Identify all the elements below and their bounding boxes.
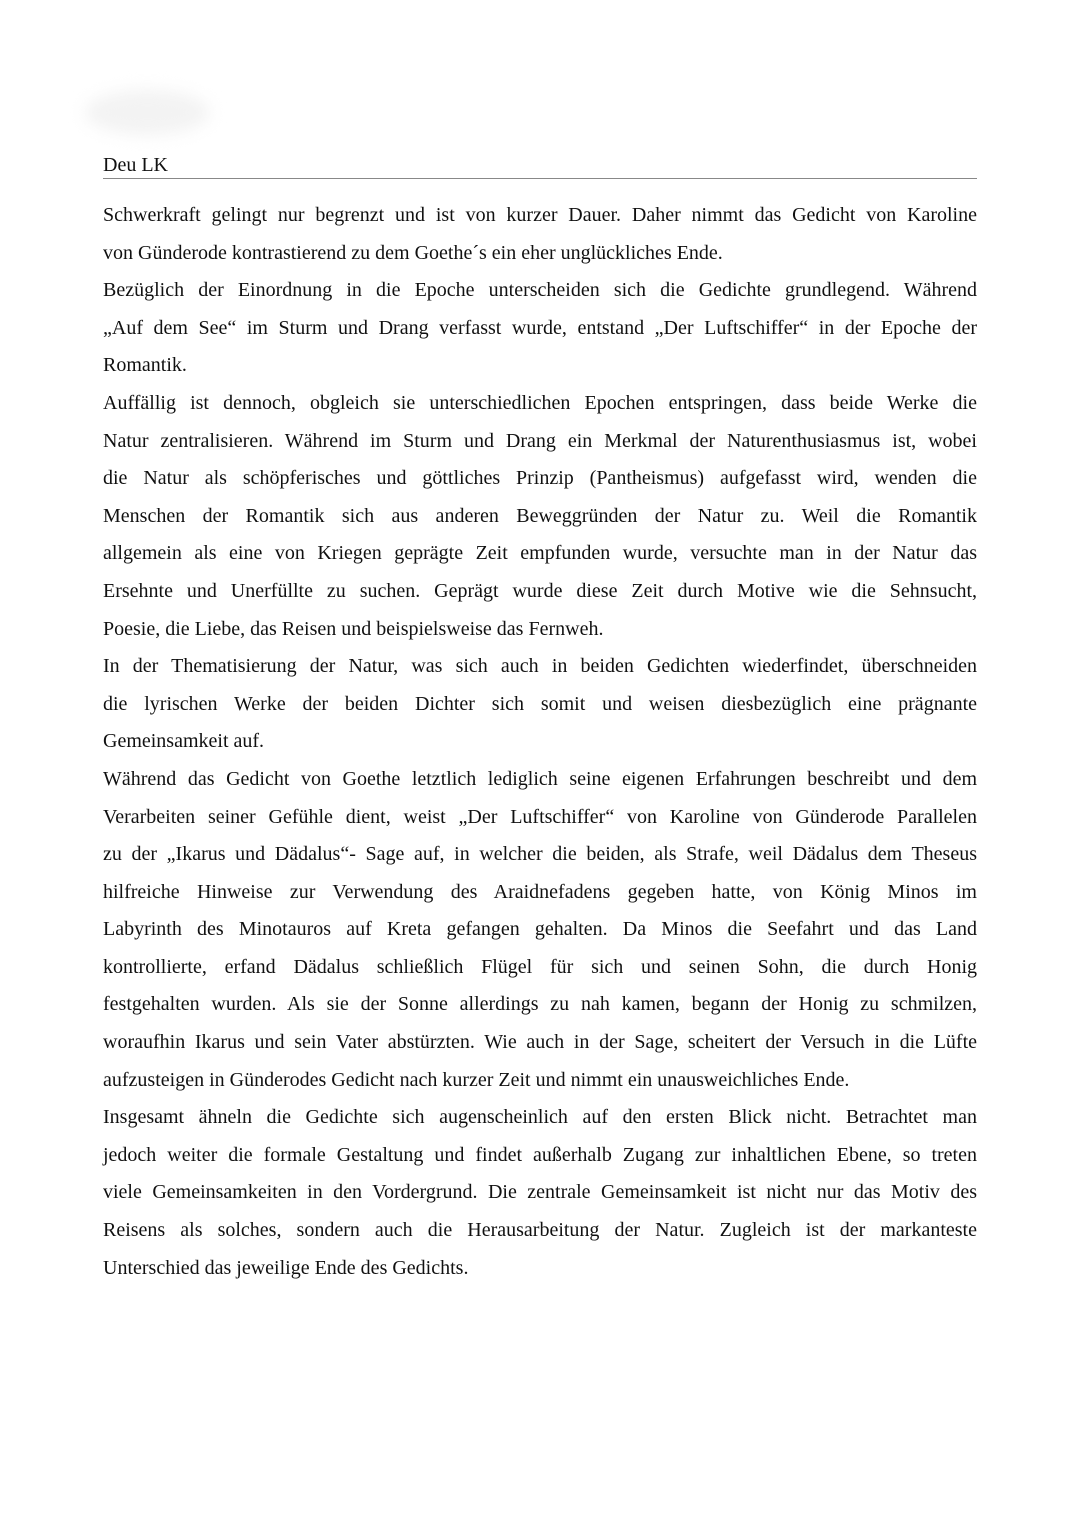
paragraph (103, 272, 977, 385)
text-line: kontrollierte, erfand Dädalus schließlich Flügel für sich und seinen Sohn, die durch Honig (103, 955, 977, 978)
text-line: hilfreiche Hinweise zur Verwendung des Araidnefadens gegeben hatte, von König Minos im (103, 880, 977, 903)
text-line: „Auf dem See“ im Sturm und Drang verfasst wurde, entstand „Der Luftschiffer“ in der Epoche der (103, 316, 977, 339)
paragraph (103, 648, 977, 761)
text-line: Auffällig ist dennoch, obgleich sie unterschiedlichen Epochen entspringen, dass beide Werke die (103, 391, 977, 414)
text-line: festgehalten wurden. Als sie der Sonne allerdings zu nah kamen, begann der Honig zu schmilzen, (103, 993, 977, 1016)
text-line: Verarbeiten seiner Gefühle dient, weist „Der Luftschiffer“ von Karoline von Günderode Parallelen (103, 805, 977, 828)
document-body (103, 197, 977, 1287)
header-title: Deu LK (103, 154, 168, 176)
paragraph (103, 385, 977, 648)
text-line: die lyrischen Werke der beiden Dichter sich somit und weisen diesbezüglich eine prägnante (103, 692, 977, 715)
text-line: Romantik. (103, 354, 187, 377)
text-line: allgemein als eine von Kriegen geprägte Zeit empfunden wurde, versuchte man in der Natur das (103, 542, 977, 565)
text-line: zu der „Ikarus und Dädalus“- Sage auf, in welcher die beiden, als Strafe, weil Dädalus dem Theseus (103, 843, 977, 866)
text-line: Unterschied das jeweilige Ende des Gedichts. (103, 1256, 469, 1279)
text-line: Menschen der Romantik sich aus anderen Beweggründen der Natur zu. Weil die Romantik (103, 504, 977, 527)
text-line: Reisens als solches, sondern auch die Herausarbeitung der Natur. Zugleich ist der markanteste (103, 1219, 977, 1242)
scan-smudge (85, 90, 210, 135)
text-line: viele Gemeinsamkeiten in den Vordergrund. Die zentrale Gemeinsamkeit ist nicht nur das Motiv des (103, 1181, 977, 1204)
text-line: Labyrinth des Minotauros auf Kreta gefangen gehalten. Da Minos die Seefahrt und das Land (103, 918, 977, 941)
text-line: woraufhin Ikarus und sein Vater abstürzten. Wie auch in der Sage, scheitert der Versuch in die Lüfte (103, 1031, 977, 1054)
text-line: Insgesamt ähneln die Gedichte sich augenscheinlich auf den ersten Blick nicht. Betrachtet man (103, 1106, 977, 1129)
text-line: Natur zentralisieren. Während im Sturm und Drang ein Merkmal der Naturenthusiasmus ist, wobei (103, 429, 977, 452)
text-line: In der Thematisierung der Natur, was sich auch in beiden Gedichten wiederfindet, überschneiden (103, 655, 977, 678)
page-header (103, 152, 977, 179)
text-line: Poesie, die Liebe, das Reisen und beispielsweise das Fernweh. (103, 617, 604, 640)
text-line: Gemeinsamkeit auf. (103, 730, 265, 753)
text-line: jedoch weiter die formale Gestaltung und findet außerhalb Zugang zur inhaltlichen Ebene, so treten (103, 1143, 977, 1166)
text-line: die Natur als schöpferisches und göttliches Prinzip (Pantheismus) aufgefasst wird, wenden die (103, 467, 977, 490)
paragraph (103, 1099, 977, 1287)
text-line: von Günderode kontrastierend zu dem Goethe´s ein eher unglückliches Ende. (103, 241, 723, 264)
text-line: aufzusteigen in Günderodes Gedicht nach kurzer Zeit und nimmt ein unausweichliches Ende. (103, 1068, 850, 1091)
paragraph (103, 197, 977, 272)
text-line: Bezüglich der Einordnung in die Epoche unterscheiden sich die Gedichte grundlegend. Während (103, 279, 977, 302)
text-line: Schwerkraft gelingt nur begrenzt und ist von kurzer Dauer. Daher nimmt das Gedicht von Karoline (103, 204, 977, 226)
text-line: Ersehnte und Unerfüllte zu suchen. Geprägt wurde diese Zeit durch Motive wie die Sehnsucht, (103, 579, 977, 602)
text-line: Während das Gedicht von Goethe letztlich lediglich seine eigenen Erfahrungen beschreibt und dem (103, 767, 977, 790)
paragraph (103, 761, 977, 1099)
